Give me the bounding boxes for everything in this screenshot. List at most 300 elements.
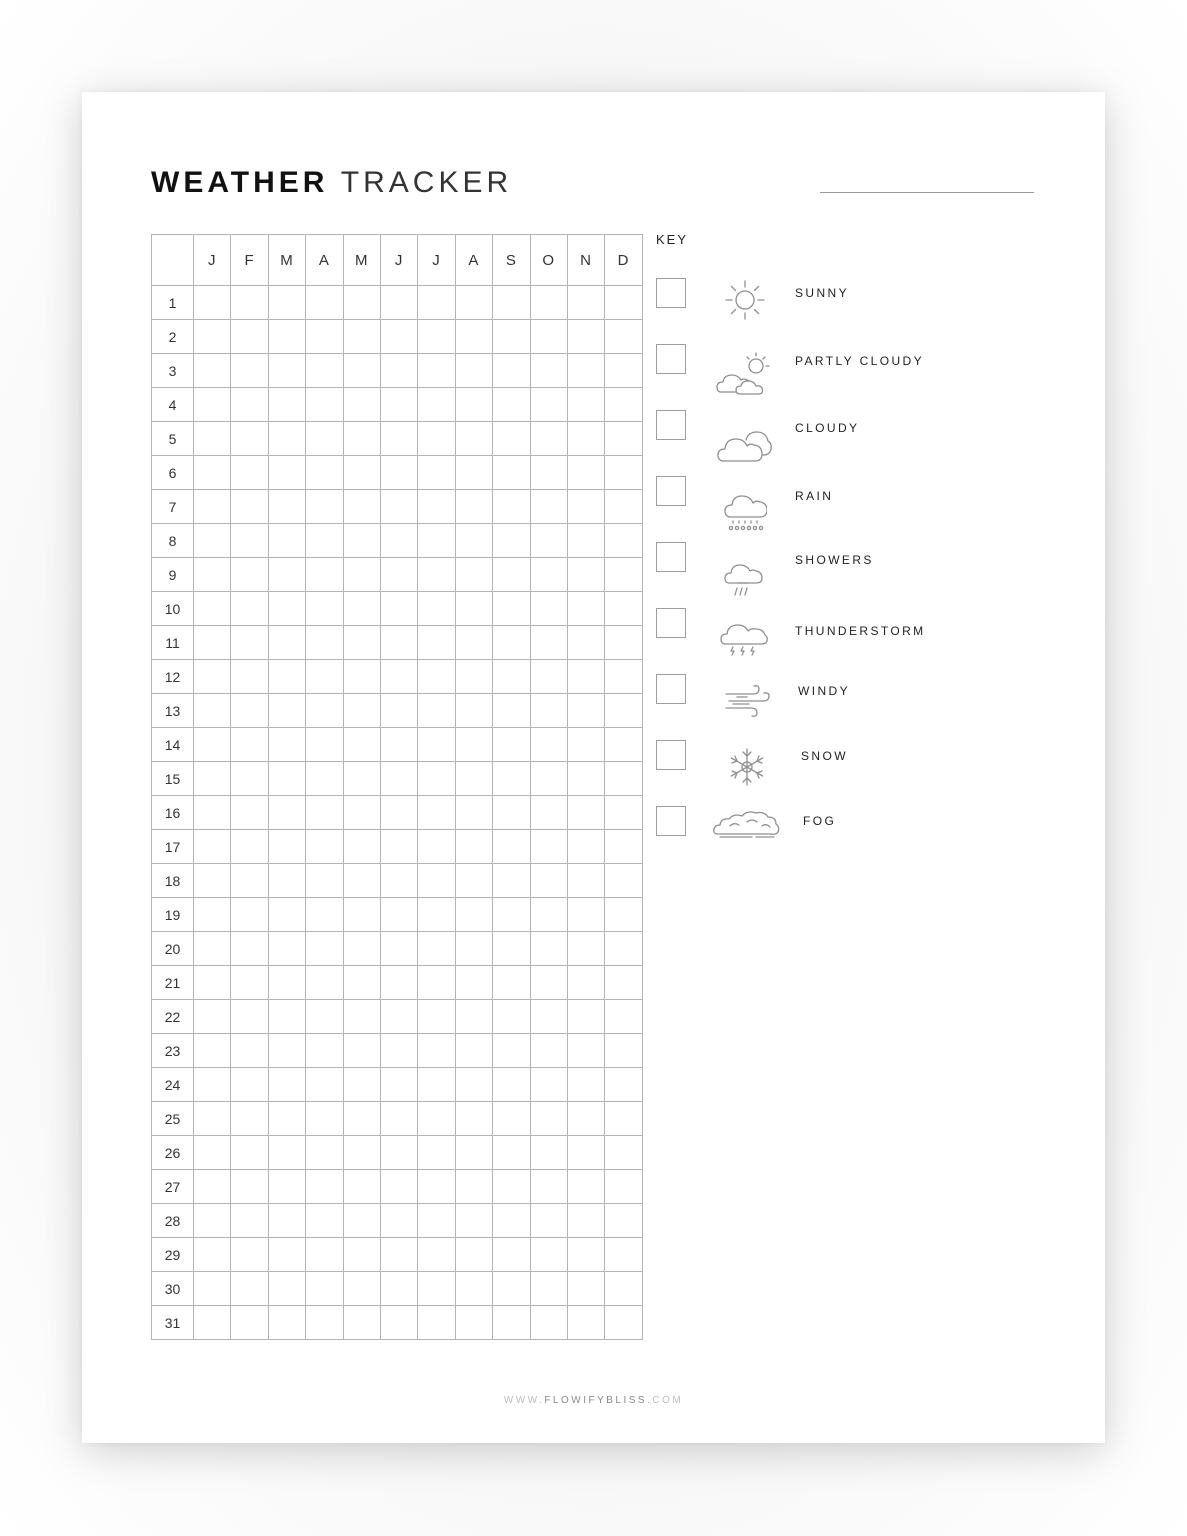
weather-cell[interactable] [605, 490, 642, 524]
weather-cell[interactable] [268, 728, 305, 762]
weather-cell[interactable] [268, 830, 305, 864]
weather-cell[interactable] [306, 558, 343, 592]
weather-cell[interactable] [605, 1034, 642, 1068]
weather-cell[interactable] [194, 660, 231, 694]
weather-cell[interactable] [231, 286, 268, 320]
weather-cell[interactable] [194, 830, 231, 864]
weather-cell[interactable] [605, 966, 642, 1000]
weather-cell[interactable] [306, 286, 343, 320]
weather-cell[interactable] [567, 728, 604, 762]
weather-cell[interactable] [380, 1272, 417, 1306]
weather-cell[interactable] [268, 354, 305, 388]
weather-cell[interactable] [268, 524, 305, 558]
weather-cell[interactable] [418, 1170, 455, 1204]
weather-cell[interactable] [493, 1000, 530, 1034]
weather-cell[interactable] [306, 1102, 343, 1136]
weather-cell[interactable] [380, 354, 417, 388]
weather-cell[interactable] [268, 864, 305, 898]
weather-cell[interactable] [455, 830, 492, 864]
weather-cell[interactable] [306, 422, 343, 456]
weather-cell[interactable] [268, 558, 305, 592]
weather-cell[interactable] [455, 864, 492, 898]
weather-cell[interactable] [567, 1204, 604, 1238]
weather-cell[interactable] [530, 320, 567, 354]
weather-cell[interactable] [493, 796, 530, 830]
weather-cell[interactable] [231, 422, 268, 456]
weather-cell[interactable] [605, 830, 642, 864]
weather-cell[interactable] [605, 660, 642, 694]
weather-cell[interactable] [493, 1204, 530, 1238]
weather-cell[interactable] [194, 796, 231, 830]
weather-cell[interactable] [194, 1102, 231, 1136]
weather-cell[interactable] [268, 388, 305, 422]
weather-cell[interactable] [418, 592, 455, 626]
weather-cell[interactable] [605, 626, 642, 660]
weather-cell[interactable] [418, 626, 455, 660]
weather-cell[interactable] [530, 1170, 567, 1204]
weather-cell[interactable] [530, 422, 567, 456]
weather-cell[interactable] [455, 320, 492, 354]
weather-cell[interactable] [455, 1000, 492, 1034]
weather-cell[interactable] [343, 796, 380, 830]
weather-cell[interactable] [306, 1204, 343, 1238]
weather-cell[interactable] [493, 728, 530, 762]
weather-cell[interactable] [343, 660, 380, 694]
weather-cell[interactable] [455, 932, 492, 966]
weather-cell[interactable] [268, 1068, 305, 1102]
weather-cell[interactable] [231, 456, 268, 490]
weather-cell[interactable] [268, 660, 305, 694]
weather-cell[interactable] [567, 1272, 604, 1306]
weather-cell[interactable] [418, 898, 455, 932]
weather-cell[interactable] [380, 728, 417, 762]
weather-cell[interactable] [306, 490, 343, 524]
weather-cell[interactable] [605, 1000, 642, 1034]
weather-cell[interactable] [194, 1034, 231, 1068]
weather-cell[interactable] [493, 354, 530, 388]
weather-cell[interactable] [194, 1136, 231, 1170]
weather-cell[interactable] [605, 524, 642, 558]
weather-cell[interactable] [530, 1068, 567, 1102]
weather-cell[interactable] [455, 490, 492, 524]
weather-cell[interactable] [306, 864, 343, 898]
weather-cell[interactable] [231, 388, 268, 422]
weather-cell[interactable] [567, 524, 604, 558]
weather-cell[interactable] [343, 592, 380, 626]
weather-cell[interactable] [418, 1068, 455, 1102]
weather-cell[interactable] [268, 1000, 305, 1034]
weather-cell[interactable] [194, 1204, 231, 1238]
weather-cell[interactable] [194, 592, 231, 626]
weather-cell[interactable] [306, 354, 343, 388]
weather-cell[interactable] [380, 558, 417, 592]
weather-cell[interactable] [306, 626, 343, 660]
weather-cell[interactable] [306, 796, 343, 830]
weather-cell[interactable] [418, 796, 455, 830]
weather-cell[interactable] [343, 286, 380, 320]
weather-cell[interactable] [493, 388, 530, 422]
weather-cell[interactable] [306, 728, 343, 762]
key-checkbox[interactable] [656, 674, 686, 704]
weather-cell[interactable] [343, 354, 380, 388]
weather-cell[interactable] [455, 966, 492, 1000]
weather-cell[interactable] [455, 422, 492, 456]
weather-cell[interactable] [380, 1102, 417, 1136]
weather-cell[interactable] [380, 422, 417, 456]
weather-cell[interactable] [530, 456, 567, 490]
weather-cell[interactable] [530, 286, 567, 320]
weather-cell[interactable] [231, 490, 268, 524]
weather-cell[interactable] [231, 1238, 268, 1272]
weather-cell[interactable] [493, 898, 530, 932]
weather-cell[interactable] [530, 796, 567, 830]
weather-cell[interactable] [493, 286, 530, 320]
weather-cell[interactable] [306, 1034, 343, 1068]
weather-cell[interactable] [343, 320, 380, 354]
weather-cell[interactable] [231, 1170, 268, 1204]
weather-cell[interactable] [530, 694, 567, 728]
weather-cell[interactable] [605, 422, 642, 456]
weather-cell[interactable] [567, 1034, 604, 1068]
weather-cell[interactable] [605, 1102, 642, 1136]
weather-cell[interactable] [380, 762, 417, 796]
weather-cell[interactable] [380, 932, 417, 966]
weather-cell[interactable] [306, 1136, 343, 1170]
weather-cell[interactable] [343, 830, 380, 864]
weather-cell[interactable] [567, 864, 604, 898]
weather-cell[interactable] [418, 422, 455, 456]
weather-cell[interactable] [380, 864, 417, 898]
weather-cell[interactable] [194, 1306, 231, 1340]
weather-cell[interactable] [343, 728, 380, 762]
weather-cell[interactable] [380, 320, 417, 354]
weather-cell[interactable] [530, 830, 567, 864]
weather-cell[interactable] [268, 1272, 305, 1306]
weather-cell[interactable] [605, 728, 642, 762]
weather-cell[interactable] [530, 728, 567, 762]
weather-cell[interactable] [418, 524, 455, 558]
weather-cell[interactable] [194, 898, 231, 932]
weather-cell[interactable] [567, 762, 604, 796]
weather-cell[interactable] [418, 320, 455, 354]
weather-cell[interactable] [530, 660, 567, 694]
weather-cell[interactable] [530, 388, 567, 422]
weather-cell[interactable] [343, 1000, 380, 1034]
weather-cell[interactable] [567, 422, 604, 456]
weather-cell[interactable] [567, 558, 604, 592]
weather-cell[interactable] [306, 1170, 343, 1204]
weather-cell[interactable] [455, 1238, 492, 1272]
weather-cell[interactable] [231, 1000, 268, 1034]
weather-cell[interactable] [380, 1170, 417, 1204]
weather-cell[interactable] [455, 388, 492, 422]
weather-cell[interactable] [567, 932, 604, 966]
weather-cell[interactable] [194, 354, 231, 388]
weather-cell[interactable] [306, 456, 343, 490]
weather-cell[interactable] [605, 1068, 642, 1102]
weather-cell[interactable] [380, 1068, 417, 1102]
weather-cell[interactable] [343, 558, 380, 592]
weather-cell[interactable] [605, 1136, 642, 1170]
weather-cell[interactable] [306, 762, 343, 796]
weather-cell[interactable] [455, 694, 492, 728]
weather-cell[interactable] [493, 932, 530, 966]
weather-cell[interactable] [605, 388, 642, 422]
weather-cell[interactable] [268, 592, 305, 626]
weather-cell[interactable] [605, 1238, 642, 1272]
weather-cell[interactable] [231, 830, 268, 864]
weather-cell[interactable] [418, 762, 455, 796]
weather-cell[interactable] [231, 660, 268, 694]
weather-cell[interactable] [268, 1306, 305, 1340]
weather-cell[interactable] [306, 524, 343, 558]
weather-cell[interactable] [605, 592, 642, 626]
weather-cell[interactable] [343, 932, 380, 966]
weather-cell[interactable] [418, 1204, 455, 1238]
weather-cell[interactable] [605, 864, 642, 898]
weather-cell[interactable] [380, 1000, 417, 1034]
weather-cell[interactable] [380, 626, 417, 660]
weather-cell[interactable] [455, 796, 492, 830]
weather-cell[interactable] [268, 422, 305, 456]
weather-cell[interactable] [380, 796, 417, 830]
weather-cell[interactable] [306, 830, 343, 864]
weather-cell[interactable] [455, 558, 492, 592]
key-checkbox[interactable] [656, 608, 686, 638]
weather-cell[interactable] [493, 1170, 530, 1204]
weather-cell[interactable] [530, 592, 567, 626]
weather-cell[interactable] [380, 1136, 417, 1170]
weather-cell[interactable] [306, 1068, 343, 1102]
weather-cell[interactable] [493, 1068, 530, 1102]
weather-cell[interactable] [231, 1034, 268, 1068]
weather-cell[interactable] [530, 898, 567, 932]
weather-cell[interactable] [194, 762, 231, 796]
weather-cell[interactable] [567, 592, 604, 626]
weather-cell[interactable] [455, 1034, 492, 1068]
weather-cell[interactable] [493, 1034, 530, 1068]
weather-cell[interactable] [567, 966, 604, 1000]
weather-cell[interactable] [567, 456, 604, 490]
weather-cell[interactable] [493, 456, 530, 490]
weather-cell[interactable] [268, 694, 305, 728]
weather-cell[interactable] [567, 694, 604, 728]
weather-cell[interactable] [380, 524, 417, 558]
weather-cell[interactable] [231, 592, 268, 626]
name-writing-line[interactable] [820, 192, 1034, 193]
weather-cell[interactable] [567, 1068, 604, 1102]
weather-cell[interactable] [418, 694, 455, 728]
weather-cell[interactable] [455, 1272, 492, 1306]
weather-cell[interactable] [343, 1102, 380, 1136]
weather-cell[interactable] [380, 898, 417, 932]
weather-cell[interactable] [268, 1204, 305, 1238]
weather-cell[interactable] [268, 320, 305, 354]
weather-cell[interactable] [306, 694, 343, 728]
weather-cell[interactable] [530, 1102, 567, 1136]
weather-cell[interactable] [567, 1136, 604, 1170]
weather-cell[interactable] [418, 1238, 455, 1272]
weather-cell[interactable] [530, 558, 567, 592]
weather-cell[interactable] [418, 1000, 455, 1034]
weather-cell[interactable] [493, 1306, 530, 1340]
weather-cell[interactable] [493, 1272, 530, 1306]
weather-cell[interactable] [268, 1034, 305, 1068]
key-checkbox[interactable] [656, 410, 686, 440]
weather-cell[interactable] [380, 388, 417, 422]
weather-cell[interactable] [343, 1238, 380, 1272]
weather-cell[interactable] [343, 422, 380, 456]
weather-cell[interactable] [455, 1170, 492, 1204]
weather-cell[interactable] [418, 932, 455, 966]
weather-cell[interactable] [268, 796, 305, 830]
weather-cell[interactable] [530, 490, 567, 524]
weather-cell[interactable] [493, 864, 530, 898]
weather-cell[interactable] [380, 1204, 417, 1238]
weather-cell[interactable] [306, 320, 343, 354]
weather-cell[interactable] [605, 1170, 642, 1204]
weather-cell[interactable] [418, 354, 455, 388]
weather-cell[interactable] [530, 354, 567, 388]
weather-cell[interactable] [380, 660, 417, 694]
weather-cell[interactable] [194, 422, 231, 456]
weather-cell[interactable] [194, 728, 231, 762]
weather-cell[interactable] [231, 626, 268, 660]
weather-cell[interactable] [605, 558, 642, 592]
weather-cell[interactable] [530, 524, 567, 558]
weather-cell[interactable] [306, 898, 343, 932]
weather-cell[interactable] [418, 456, 455, 490]
weather-cell[interactable] [306, 388, 343, 422]
weather-cell[interactable] [418, 558, 455, 592]
weather-cell[interactable] [455, 1306, 492, 1340]
weather-cell[interactable] [343, 626, 380, 660]
weather-cell[interactable] [493, 1136, 530, 1170]
weather-cell[interactable] [567, 796, 604, 830]
weather-cell[interactable] [455, 1204, 492, 1238]
weather-cell[interactable] [567, 320, 604, 354]
weather-cell[interactable] [567, 388, 604, 422]
weather-cell[interactable] [567, 626, 604, 660]
weather-cell[interactable] [194, 932, 231, 966]
weather-cell[interactable] [418, 830, 455, 864]
weather-cell[interactable] [343, 1306, 380, 1340]
weather-cell[interactable] [194, 864, 231, 898]
weather-cell[interactable] [418, 1034, 455, 1068]
weather-cell[interactable] [231, 728, 268, 762]
weather-cell[interactable] [530, 1000, 567, 1034]
weather-cell[interactable] [380, 490, 417, 524]
weather-cell[interactable] [530, 762, 567, 796]
weather-cell[interactable] [306, 966, 343, 1000]
weather-cell[interactable] [418, 1306, 455, 1340]
weather-cell[interactable] [530, 966, 567, 1000]
weather-cell[interactable] [306, 1000, 343, 1034]
key-checkbox[interactable] [656, 806, 686, 836]
weather-cell[interactable] [268, 1238, 305, 1272]
weather-cell[interactable] [343, 864, 380, 898]
weather-cell[interactable] [194, 694, 231, 728]
weather-cell[interactable] [306, 1238, 343, 1272]
weather-cell[interactable] [493, 626, 530, 660]
weather-cell[interactable] [231, 1204, 268, 1238]
weather-cell[interactable] [418, 388, 455, 422]
weather-cell[interactable] [493, 762, 530, 796]
weather-cell[interactable] [343, 1068, 380, 1102]
weather-cell[interactable] [418, 286, 455, 320]
weather-cell[interactable] [194, 966, 231, 1000]
weather-cell[interactable] [194, 524, 231, 558]
weather-cell[interactable] [306, 1306, 343, 1340]
weather-cell[interactable] [493, 524, 530, 558]
weather-cell[interactable] [231, 1068, 268, 1102]
weather-cell[interactable] [567, 490, 604, 524]
weather-cell[interactable] [380, 966, 417, 1000]
weather-cell[interactable] [605, 1306, 642, 1340]
weather-cell[interactable] [306, 660, 343, 694]
weather-cell[interactable] [493, 966, 530, 1000]
weather-cell[interactable] [493, 320, 530, 354]
weather-cell[interactable] [194, 388, 231, 422]
weather-cell[interactable] [268, 898, 305, 932]
weather-cell[interactable] [567, 1102, 604, 1136]
weather-cell[interactable] [194, 1238, 231, 1272]
weather-cell[interactable] [231, 966, 268, 1000]
weather-cell[interactable] [343, 694, 380, 728]
weather-cell[interactable] [605, 1272, 642, 1306]
weather-cell[interactable] [605, 932, 642, 966]
weather-cell[interactable] [343, 762, 380, 796]
weather-cell[interactable] [231, 524, 268, 558]
weather-cell[interactable] [567, 354, 604, 388]
weather-cell[interactable] [418, 660, 455, 694]
weather-cell[interactable] [530, 1238, 567, 1272]
weather-cell[interactable] [231, 1102, 268, 1136]
weather-cell[interactable] [605, 762, 642, 796]
weather-cell[interactable] [567, 898, 604, 932]
weather-cell[interactable] [605, 320, 642, 354]
weather-cell[interactable] [455, 1102, 492, 1136]
weather-cell[interactable] [306, 932, 343, 966]
weather-cell[interactable] [194, 286, 231, 320]
weather-cell[interactable] [567, 286, 604, 320]
weather-cell[interactable] [231, 320, 268, 354]
weather-cell[interactable] [418, 864, 455, 898]
weather-cell[interactable] [418, 728, 455, 762]
weather-cell[interactable] [306, 1272, 343, 1306]
key-checkbox[interactable] [656, 476, 686, 506]
weather-cell[interactable] [268, 932, 305, 966]
weather-cell[interactable] [231, 558, 268, 592]
weather-cell[interactable] [493, 490, 530, 524]
weather-cell[interactable] [567, 1000, 604, 1034]
weather-cell[interactable] [418, 1272, 455, 1306]
weather-cell[interactable] [380, 456, 417, 490]
weather-cell[interactable] [455, 898, 492, 932]
weather-cell[interactable] [231, 1136, 268, 1170]
weather-cell[interactable] [194, 1170, 231, 1204]
weather-cell[interactable] [194, 456, 231, 490]
weather-cell[interactable] [567, 1238, 604, 1272]
key-checkbox[interactable] [656, 740, 686, 770]
weather-cell[interactable] [530, 1204, 567, 1238]
weather-cell[interactable] [605, 286, 642, 320]
weather-cell[interactable] [194, 1068, 231, 1102]
weather-cell[interactable] [343, 1272, 380, 1306]
weather-cell[interactable] [231, 1306, 268, 1340]
weather-cell[interactable] [567, 660, 604, 694]
weather-cell[interactable] [493, 558, 530, 592]
